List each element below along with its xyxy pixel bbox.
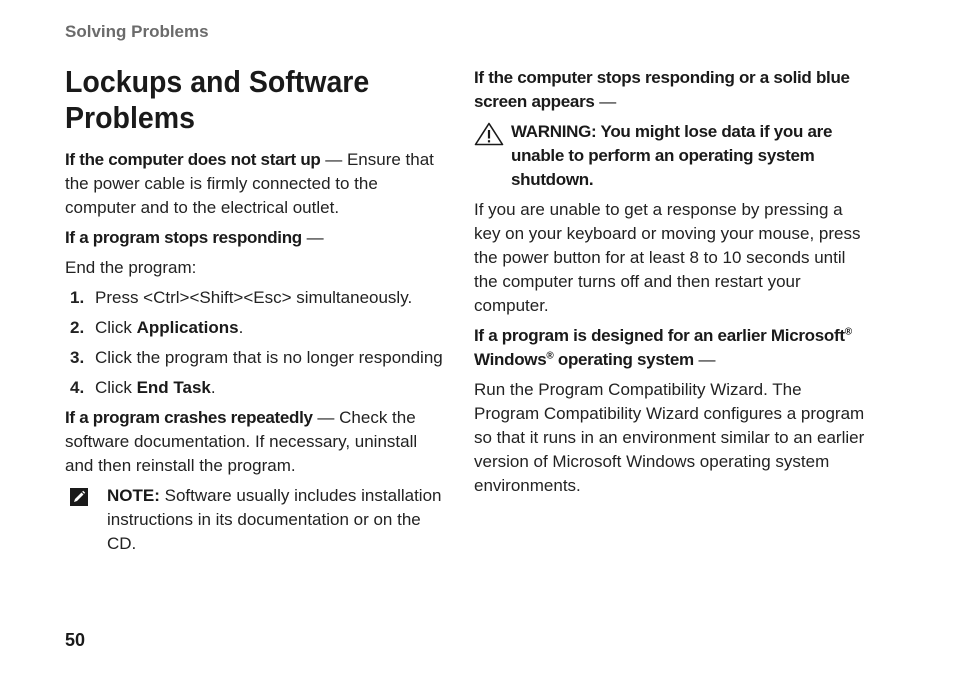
- lead-stops-responding: If a program stops responding: [65, 228, 302, 247]
- step-number: 2.: [70, 318, 85, 337]
- warning-triangle-icon: [474, 122, 504, 146]
- step-text: Click the program that is no longer responding: [95, 348, 443, 367]
- text-not-start: — Ensure that the power cable is firmly connected to the computer and to the electrical outlet.: [65, 150, 434, 217]
- text-stops-responding: —: [301, 228, 324, 247]
- left-column: [65, 64, 447, 556]
- warning-text: WARNING: You might lose data if you are unable to perform an operating system shutdown.: [511, 122, 833, 189]
- paragraph-not-start: [65, 148, 447, 220]
- page-title: Lockups and Software Problems: [65, 64, 370, 135]
- note-box: [65, 484, 447, 556]
- step-text: Click Applications.: [95, 318, 244, 337]
- paragraph-end-program: End the program:: [65, 258, 197, 277]
- lead-earlier-windows: If a program is designed for an earlier Microsoft® Windows® operating system: [474, 326, 852, 369]
- step-text: Press <Ctrl><Shift><Esc> simultaneously.: [95, 288, 413, 307]
- pencil-note-icon: [70, 488, 88, 506]
- list-item: [65, 316, 447, 340]
- page-number: 50: [65, 630, 86, 650]
- heading-blue-screen: If the computer stops responding or a solid blue screen appears —: [474, 68, 850, 111]
- note-label: NOTE:: [107, 486, 160, 505]
- list-item: [65, 346, 447, 370]
- step-number: 3.: [70, 348, 85, 367]
- step-text: Click End Task.: [95, 378, 216, 397]
- step-number: 4.: [70, 378, 85, 397]
- text-crashes: — Check the software documentation. If necessary, uninstall and then reinstall the program.: [65, 408, 418, 475]
- lead-crashes: If a program crashes repeatedly: [65, 408, 313, 427]
- paragraph-stops-responding: [65, 226, 447, 250]
- list-item: [65, 376, 447, 400]
- heading-earlier-windows: If a program is designed for an earlier Microsoft® Windows® operating system —: [474, 326, 852, 369]
- paragraph-compatibility-wizard: Run the Program Compatibility Wizard. The Program Compatibility Wizard configures a program so that it runs in an environment similar to an earlier version of Microsoft Windows operating system environments.: [474, 380, 865, 495]
- lead-blue-screen: If the computer stops responding or a solid blue screen appears: [474, 68, 850, 111]
- steps-list: [65, 286, 447, 400]
- list-item: [65, 286, 447, 310]
- note-text: NOTE: Software usually includes installation instructions in its documentation or on the CD.: [107, 486, 442, 553]
- right-column: [474, 66, 866, 504]
- paragraph-crashes: [65, 406, 447, 478]
- lead-not-start: If the computer does not start up: [65, 150, 321, 169]
- warning-box: [474, 120, 866, 192]
- step-number: 1.: [70, 288, 85, 307]
- section-header: Solving Problems: [65, 22, 209, 41]
- paragraph-power-button: If you are unable to get a response by pressing a key on your keyboard or moving your mouse, press the power button for at least 8 to 10 seconds until the computer turns off and then restart your computer.: [474, 200, 861, 315]
